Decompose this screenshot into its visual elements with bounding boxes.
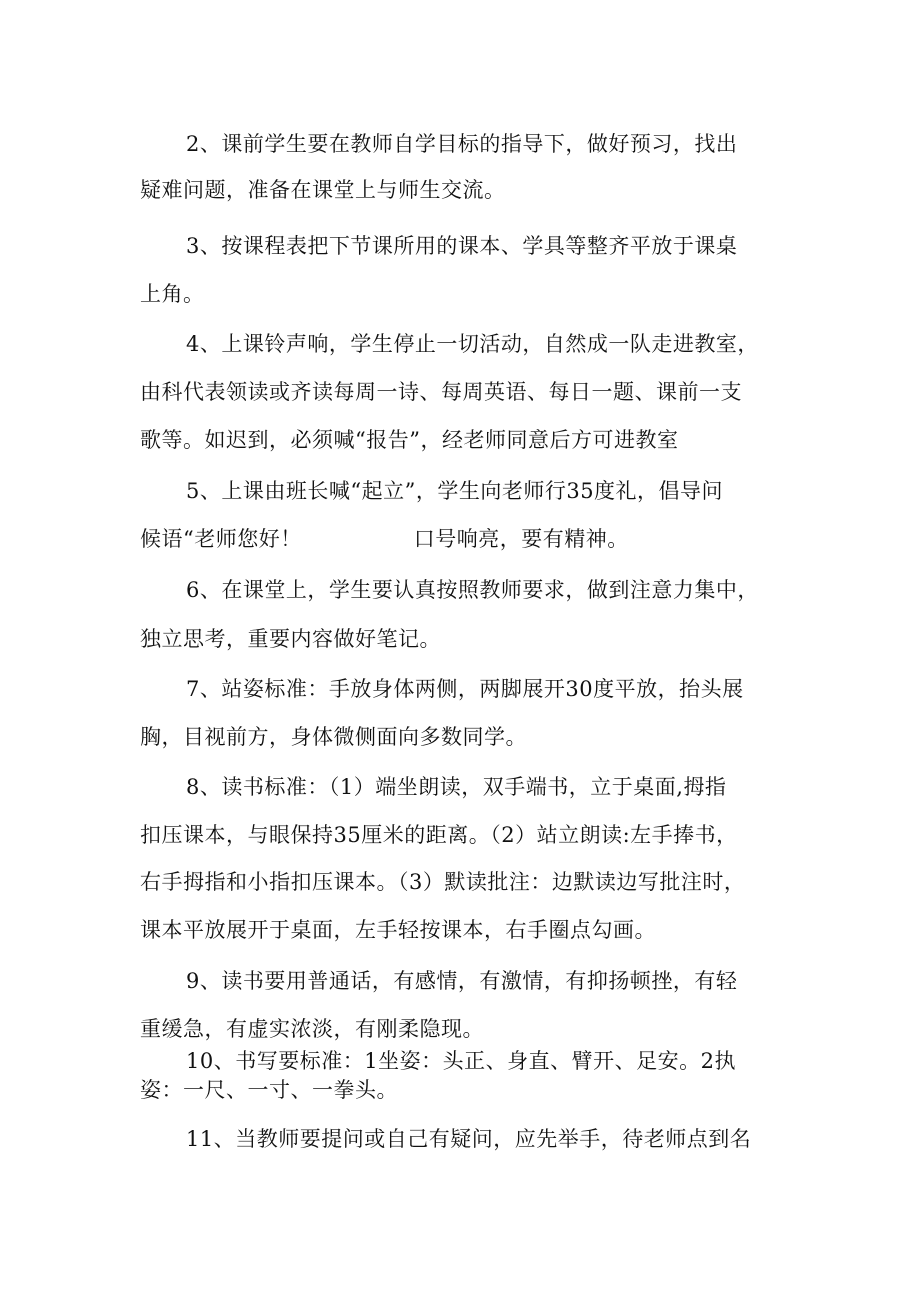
paragraph-7-line-1: 7、站姿标准：手放身体两侧，两脚展开30度平放，抬头展 bbox=[186, 677, 744, 701]
paragraph-8-line-3: 右手拇指和小指扣压课本。（3）默读批注：边默读边写批注时， bbox=[140, 870, 746, 894]
paragraph-5-line-2 bbox=[140, 525, 629, 553]
paragraph-8-line-4: 课本平放展开于桌面，左手轻按课本，右手圈点勾画。 bbox=[140, 918, 656, 942]
paragraph-2-line-1: 2、课前学生要在教师自学目标的指导下，做好预习，找出 bbox=[186, 132, 738, 156]
paragraph-4-line-1: 4、上课铃声响，学生停止一切活动，自然成一队走进教室， bbox=[186, 332, 759, 356]
paragraph-8-line-2: 扣压课本，与眼保持35厘米的距离。（2）站立朗读:左手捧书， bbox=[140, 823, 738, 847]
paragraph-11-line-1: 11、当教师要提问或自己有疑问，应先举手，待老师点到名 bbox=[186, 1127, 752, 1151]
paragraph-4-line-3: 歌等。如迟到，必须喊“报告”，经老师同意后方可进教室 bbox=[140, 428, 679, 452]
paragraph-10-line-1: 10、书写要标准：1坐姿：头正、身直、臂开、足安。2执 bbox=[186, 1049, 736, 1073]
paragraph-3-line-2: 上角。 bbox=[140, 282, 205, 306]
paragraph-6-line-2: 独立思考，重要内容做好笔记。 bbox=[140, 627, 441, 651]
paragraph-9-line-2: 重缓急，有虚实浓淡，有刚柔隐现。 bbox=[140, 1017, 484, 1041]
paragraph-10-line-2: 姿：一尺、一寸、一拳头。 bbox=[140, 1078, 398, 1102]
paragraph-5-line-1: 5、上课由班长喊“起立”，学生向老师行35度礼，倡导问 bbox=[186, 479, 724, 503]
paragraph-9-line-1: 9、读书要用普通话，有感情，有激情，有抑扬顿挫，有轻 bbox=[186, 969, 738, 993]
paragraph-3-line-1: 3、按课程表把下节课所用的课本、学具等整齐平放于课桌 bbox=[186, 234, 738, 258]
paragraph-2-line-2: 疑难问题，准备在课堂上与师生交流。 bbox=[140, 178, 506, 202]
paragraph-5-line-2-part-1: 候语“老师您好！ bbox=[140, 527, 302, 551]
paragraph-6-line-1: 6、在课堂上，学生要认真按照教师要求，做到注意力集中， bbox=[186, 578, 759, 602]
paragraph-8-line-1: 8、读书标准：（1）端坐朗读，双手端书，立于桌面,拇指 bbox=[186, 775, 727, 799]
paragraph-4-line-2: 由科代表领读或齐读每周一诗、每周英语、每日一题、课前一支 bbox=[140, 380, 742, 404]
paragraph-7-line-2: 胸，目视前方，身体微侧面向多数同学。 bbox=[140, 725, 527, 749]
paragraph-5-line-2-part-2: 口号响亮，要有精神。 bbox=[413, 527, 629, 551]
